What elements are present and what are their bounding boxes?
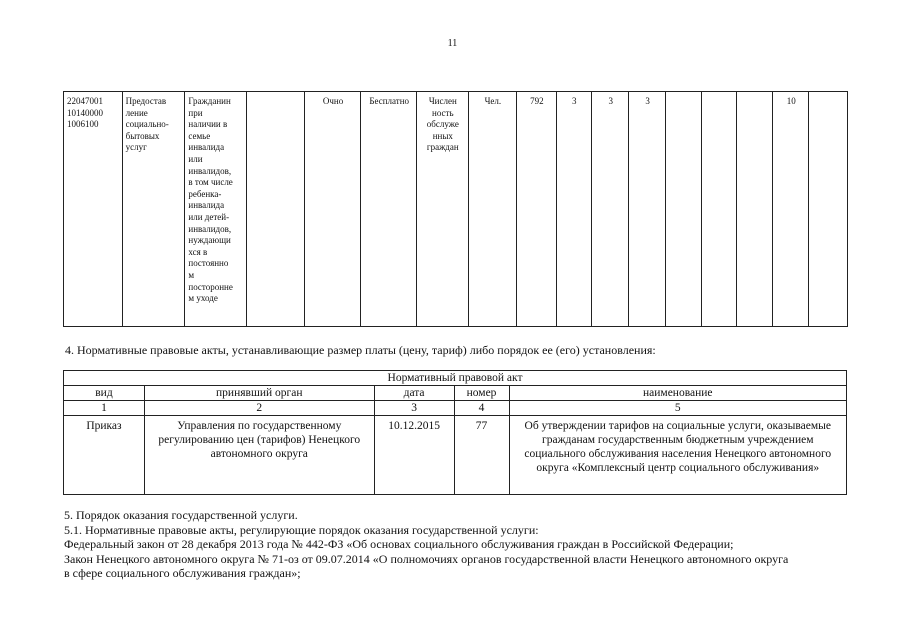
payment-cell: Бесплатно — [361, 92, 417, 327]
value-cell: 3 — [629, 92, 665, 327]
table-header-row — [64, 371, 847, 386]
column-number: 3 — [374, 401, 454, 416]
table-header: Нормативный правовой акт — [64, 371, 847, 386]
regional-law-line-continued: в сфере социального обслуживания граждан»; — [64, 566, 301, 580]
act-kind-cell: Приказ — [64, 416, 145, 495]
federal-law-line: Федеральный закон от 28 декабря 2013 года № 442-ФЗ «Об основах социального обслуживания граждан в Российской Федерации; — [64, 537, 734, 551]
act-name-cell: Об утверждении тарифов на социальные услуги, оказываемые гражданам государственным бюджетным учреждением социального обслуживания населения Ненецкого автономного округа «Комплексный центр социального обслуживания» — [509, 416, 847, 495]
act-date-cell: 10.12.2015 — [374, 416, 454, 495]
section-5-heading: 5. Порядок оказания государственной услуги. — [64, 508, 298, 522]
empty-cell — [736, 92, 772, 327]
registry-code-cell: 22047001 10140000 1006100 — [64, 92, 123, 327]
column-number: 1 — [64, 401, 145, 416]
empty-cell — [247, 92, 305, 327]
section-5-text — [64, 508, 854, 581]
empty-cell — [665, 92, 701, 327]
column-number: 2 — [144, 401, 374, 416]
column-numbers-row — [64, 401, 847, 416]
unit-cell: Чел. — [468, 92, 517, 327]
section-4-heading: 4. Нормативные правовые акты, устанавливающие размер платы (цену, тариф) либо порядок ее (его) установления: — [65, 343, 656, 357]
okei-code-cell: 792 — [517, 92, 556, 327]
act-organ-cell: Управления по государственному регулированию цен (тарифов) Ненецкого автономного округа — [144, 416, 374, 495]
indicator-name-cell: Числен ность обслуже нных граждан — [417, 92, 469, 327]
recipient-category-cell: Гражданин при наличии в семье инвалида или инвалидов, в том числе ребенка- инвалида или детей- инвалидов, нуждающи хся в постоянно м постороннe м уходе — [185, 92, 247, 327]
value-cell: 3 — [591, 92, 628, 327]
column-header: вид — [64, 386, 145, 401]
column-header: номер — [454, 386, 509, 401]
service-indicators-table — [63, 91, 848, 327]
column-headers-row — [64, 386, 847, 401]
column-number: 4 — [454, 401, 509, 416]
column-header: наименование — [509, 386, 847, 401]
regional-law-line: Закон Ненецкого автономного округа № 71-оз от 09.07.2014 «О полномочиях органов государственной власти Ненецкого автономного округа — [64, 551, 789, 566]
table-row — [64, 92, 848, 327]
table-row — [64, 416, 847, 495]
page-number: 11 — [447, 38, 458, 49]
value-cell: 3 — [556, 92, 591, 327]
column-header: дата — [374, 386, 454, 401]
empty-cell — [702, 92, 736, 327]
service-name-cell: Предостав ление социально- бытовых услуг — [122, 92, 185, 327]
service-form-cell: Очно — [304, 92, 361, 327]
empty-cell — [809, 92, 848, 327]
column-header: принявший орган — [144, 386, 374, 401]
deviation-cell: 10 — [773, 92, 809, 327]
normative-acts-table — [63, 370, 847, 495]
section-5-1-heading: 5.1. Нормативные правовые акты, регулирующие порядок оказания государственной услуги: — [64, 522, 539, 537]
act-number-cell: 77 — [454, 416, 509, 495]
column-number: 5 — [509, 401, 847, 416]
